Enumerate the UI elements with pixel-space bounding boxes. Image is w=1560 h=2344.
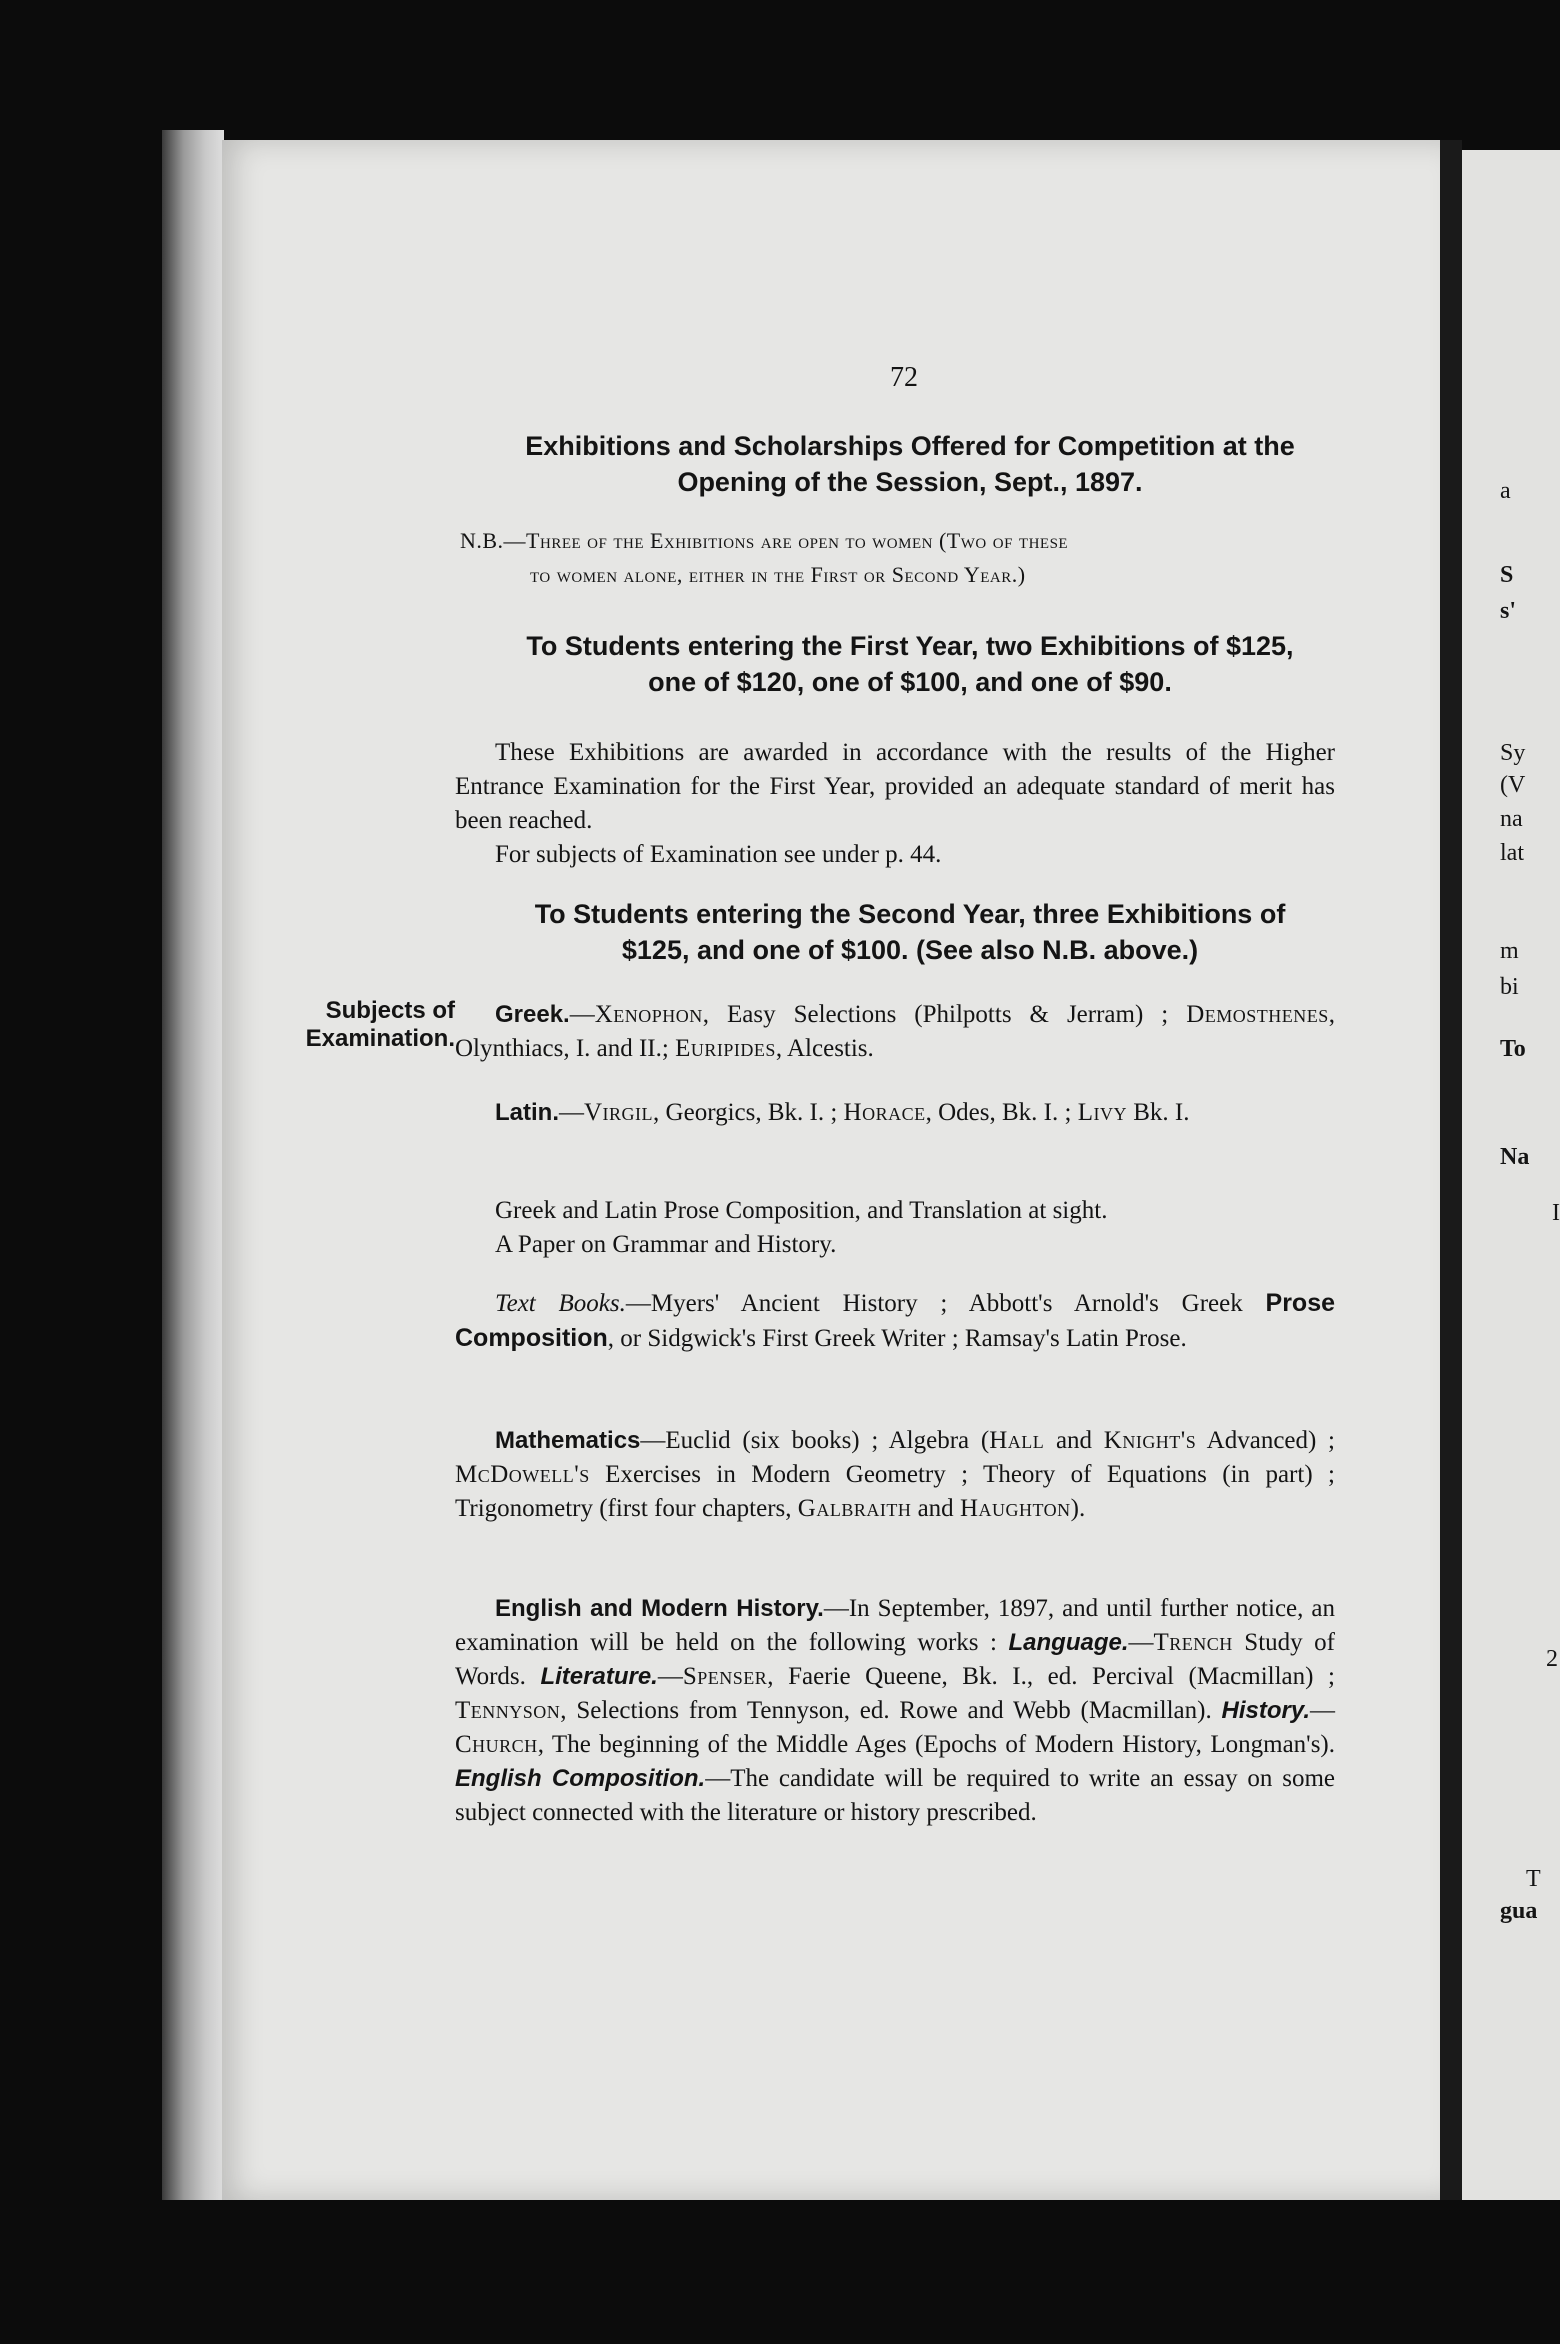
author-name: Haughton	[959, 1495, 1071, 1522]
english-text: —	[657, 1663, 683, 1690]
next-page-fragment: bi	[1500, 974, 1519, 1000]
next-page-fragment: na	[1500, 806, 1523, 832]
author-name: Virgil	[584, 1099, 654, 1126]
page-gutter	[1440, 140, 1462, 2200]
english-text: —In September, 1897, and until further notice, an examination will be held on the following works :	[455, 1595, 1335, 1656]
page-heading-line: Exhibitions and Scholarships Offered for Competition at the	[525, 431, 1295, 461]
first-year-heading-line: To Students entering the First Year, two Exhibitions of $125,	[526, 631, 1294, 661]
latin-text: , Odes, Bk. I. ;	[925, 1099, 1078, 1126]
english-text: , Selections from Tennyson, ed. Rowe and Webb (Macmillan).	[560, 1697, 1222, 1724]
literature-label: Literature.	[540, 1663, 658, 1690]
mathematics-text: —Euclid (six books) ; Algebra (	[640, 1427, 990, 1454]
next-page-fragment: a	[1500, 478, 1511, 504]
next-page-fragment: 2	[1546, 1646, 1558, 1672]
page-heading	[440, 428, 1380, 500]
greek-label: Greek.	[495, 1001, 570, 1028]
text-books-bold: Prose Composition	[455, 1289, 1336, 1352]
author-name: Demosthenes	[1186, 1001, 1329, 1028]
english-section	[455, 1592, 1335, 1830]
composition-label: English Composition.	[455, 1765, 706, 1792]
mathematics-text: Exercises in Modern Geometry ; Theory of Equations (in part) ; Trigonometry (first four chapters,	[455, 1461, 1335, 1522]
author-name: Knight's	[1103, 1427, 1197, 1454]
latin-text: , Georgics, Bk. I. ;	[653, 1099, 844, 1126]
first-year-heading-line: one of $120, one of $100, and one of $90.	[648, 667, 1172, 697]
greek-text: , Olynthiacs, I. and II.;	[455, 1001, 1335, 1062]
next-page-fragment: T	[1526, 1866, 1541, 1892]
prose-line: Greek and Latin Prose Composition, and Translation at sight.	[495, 1197, 1108, 1224]
prose-section	[455, 1194, 1335, 1262]
english-text: , Faerie Queene, Bk. I., ed. Percival (Macmillan) ;	[767, 1663, 1335, 1690]
first-year-section	[455, 736, 1335, 872]
greek-text: , Alcestis.	[775, 1035, 874, 1062]
author-name: Tennyson	[455, 1697, 561, 1724]
author-name: Euripides	[675, 1035, 776, 1062]
latin-label: Latin.	[495, 1099, 559, 1126]
english-text: —	[1310, 1697, 1335, 1724]
author-name: Hall	[989, 1427, 1045, 1454]
next-page-fragment: I	[1552, 1200, 1560, 1226]
english-text: Study of Words.	[455, 1629, 1335, 1690]
nota-bene-line: N.B.—Three of the Exhibitions are open to women (Two of these	[460, 528, 1069, 553]
next-page-edge	[1462, 150, 1560, 2200]
author-name: Trench	[1153, 1629, 1233, 1656]
page-number: 72	[890, 362, 918, 393]
history-label: History.	[1221, 1697, 1310, 1724]
next-page-fragment: gua	[1500, 1898, 1538, 1924]
greek-text: , Easy Selections (Philpotts & Jerram) ;	[702, 1001, 1187, 1028]
prose-line: A Paper on Grammar and History.	[495, 1231, 837, 1258]
latin-text: Bk. I.	[1126, 1099, 1190, 1126]
second-year-heading-line: To Students entering the Second Year, three Exhibitions of	[534, 899, 1286, 929]
text-books-section	[455, 1286, 1335, 1356]
author-name: Church	[455, 1731, 538, 1758]
next-page-fragment: To	[1500, 1036, 1526, 1062]
next-page-fragment: lat	[1500, 840, 1524, 866]
english-text: —The candidate will be required to write an essay on some subject connected with the literature or history prescribed.	[455, 1765, 1335, 1826]
mathematics-label: Mathematics	[495, 1427, 641, 1454]
english-text: , The beginning of the Middle Ages (Epochs of Modern History, Longman's).	[537, 1731, 1335, 1758]
mathematics-text: ).	[1070, 1495, 1086, 1522]
margin-note: Subjects of Examination.	[305, 997, 455, 1052]
author-name: Xenophon	[594, 1001, 703, 1028]
greek-section: Greek.—Xenophon, Easy Selections (Philpotts & Jerram) ; Demosthenes, Olynthiacs, I. and II.; Euripides, Alcestis.	[455, 1001, 1335, 1062]
nota-bene-line: to women alone, either in the First or Second Year.)	[530, 562, 1026, 587]
next-page-fragment: s'	[1500, 598, 1517, 624]
mathematics-section	[455, 1424, 1335, 1526]
author-name: McDowell's	[455, 1461, 590, 1488]
mathematics-text: and	[1044, 1427, 1104, 1454]
subjects-reference: For subjects of Examination see under p. 44.	[495, 841, 942, 868]
nota-bene	[460, 524, 1360, 592]
text-books-label: Text Books.	[495, 1290, 626, 1317]
author-name: Spenser	[682, 1663, 768, 1690]
next-page-fragment: (V	[1500, 772, 1526, 798]
second-year-heading	[440, 896, 1380, 968]
author-name: Galbraith	[797, 1495, 912, 1522]
language-label: Language.	[1008, 1629, 1129, 1656]
first-year-text: These Exhibitions are awarded in accordance with the results of the Higher Entrance Examination for the First Year, provided an adequate standard of merit has been reached.	[455, 739, 1335, 834]
second-year-heading-line: $125, and one of $100. (See also N.B. above.)	[621, 935, 1199, 965]
text-books-text: , or Sidgwick's First Greek Writer ; Ramsay's Latin Prose.	[607, 1325, 1187, 1352]
english-text: —	[1128, 1629, 1154, 1656]
next-page-fragment: m	[1500, 938, 1519, 964]
book-spine	[162, 130, 224, 2200]
text-books-text: —Myers' Ancient History ; Abbott's Arnold's Greek	[625, 1290, 1266, 1317]
first-year-heading	[440, 628, 1380, 700]
english-label: English and Modern History.	[495, 1595, 824, 1622]
author-name: Livy	[1077, 1099, 1127, 1126]
next-page-fragment: S	[1500, 562, 1514, 588]
latin-section: Latin.—Virgil, Georgics, Bk. I. ; Horace, Odes, Bk. I. ; Livy Bk. I.	[495, 1099, 1190, 1126]
page-heading-line: Opening of the Session, Sept., 1897.	[677, 467, 1143, 497]
mathematics-text: Advanced) ;	[1196, 1427, 1335, 1454]
author-name: Horace	[843, 1099, 926, 1126]
mathematics-text: and	[911, 1495, 960, 1522]
next-page-fragment: Na	[1500, 1144, 1530, 1170]
next-page-fragment: Sy	[1500, 740, 1526, 766]
